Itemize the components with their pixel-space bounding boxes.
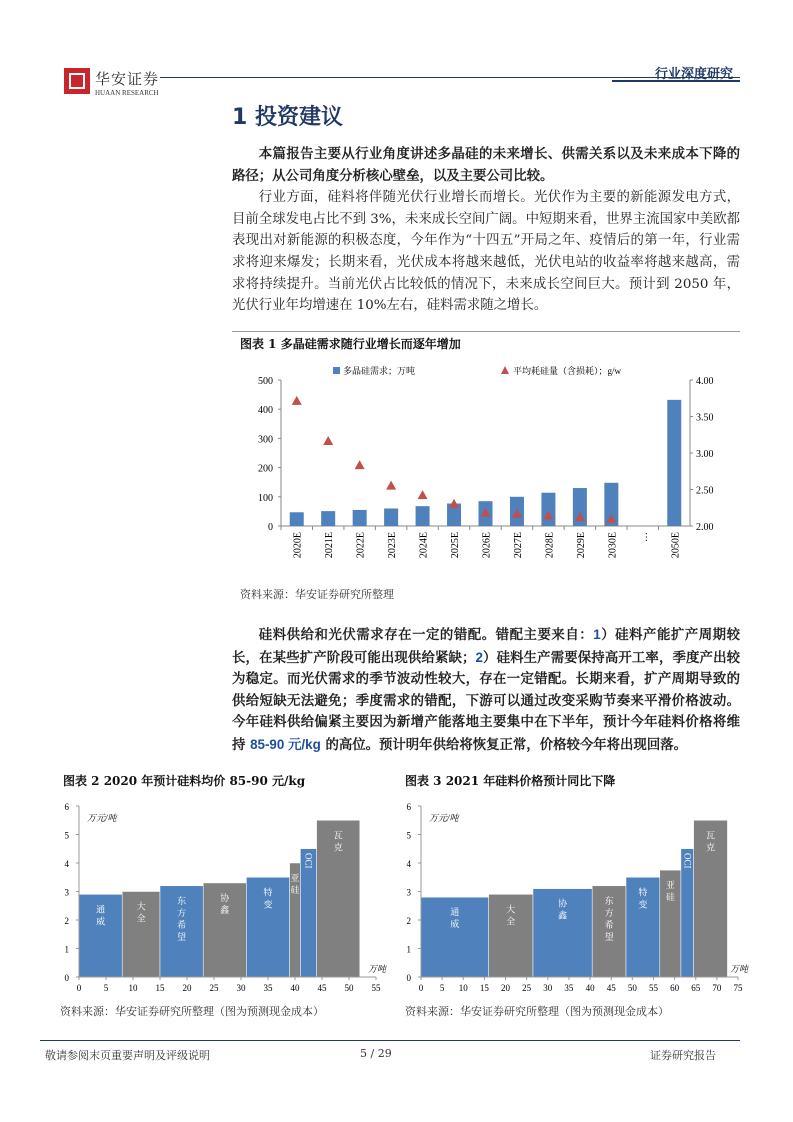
summary-paragraph: 本篇报告主要从行业角度讲述多晶硅的未来增长、供需关系以及未来成本下降的路径；从公司角度分析核心壁垒，以及主要公司比较。	[232, 146, 740, 184]
brand-name-en: HUAAN RESEARCH	[95, 89, 159, 97]
y-tick-label: 0	[406, 973, 411, 983]
demand-bar	[667, 400, 681, 526]
demand-bar	[541, 493, 555, 526]
x-tick-label: 45	[606, 983, 616, 993]
demand-bar	[321, 511, 335, 526]
x-tick-label: 25	[209, 983, 219, 993]
footer-disclaimer: 敬请参阅末页重要声明及评级说明	[45, 1049, 210, 1062]
x-tick-label: 2024E	[418, 532, 430, 559]
segment-label: 瓦克	[706, 830, 716, 853]
x-axis-title: 万吨	[368, 964, 387, 974]
silicon-usage-marker	[449, 499, 459, 508]
legend-bar-swatch	[333, 367, 340, 374]
segment-label: 协鑫	[558, 898, 568, 921]
x-tick-label: 0	[418, 983, 424, 993]
segment-label: 大全	[506, 904, 516, 927]
x-tick-label: 10	[458, 983, 468, 993]
body-text-intro	[232, 144, 740, 317]
y2-tick-label: 3.50	[696, 412, 714, 424]
y-axis-title: 万元/吨	[429, 813, 459, 823]
x-tick-label: 2028E	[544, 532, 556, 559]
x-tick-label: 2020E	[292, 532, 304, 559]
x-tick-label: …	[638, 532, 650, 542]
segment-label: 协鑫	[220, 892, 230, 915]
silicon-usage-marker	[323, 436, 333, 445]
x-tick-label: 2029E	[575, 532, 587, 559]
x-tick-label: 40	[290, 983, 300, 993]
silicon-usage-marker	[418, 490, 428, 499]
y-tick-label: 4	[406, 859, 411, 869]
y2-tick-label: 2.00	[696, 522, 714, 533]
body-text-supply: 硅料供给和光伏需求存在一定的错配。错配主要来自：1）硅料产能扩产周期较长，在某些扩产阶段可能出现供给紧缺；2）硅料生产需要保持高开工率，季度产出较为稳定。而光伏需求的季节波动性较大，存在一定错配。长期来看，扩产周期导致的供给短缺无法避免；季度需求的错配，下游可以通过改变采购节奏来平滑价格波动。今年硅料供给偏紧主要因为新增产能落地主要集中在下半年，预计今年硅料价格将维持 85-90 元/kg 的高位。预计明年供给将恢复正常，价格较今年将出现回落。	[232, 627, 741, 753]
header-divider	[160, 77, 740, 78]
y-tick-label: 1	[406, 944, 411, 955]
document-type: 行业深度研究	[654, 67, 733, 82]
legend-bar-label: 多晶硅需求；万吨	[343, 366, 416, 376]
x-tick-label: 2022E	[355, 532, 367, 559]
segment-label: 瓦克	[333, 830, 343, 853]
y2-tick-label: 2.50	[696, 485, 714, 497]
x-tick-label: 55	[648, 983, 658, 993]
segment-label: 特变	[263, 887, 273, 910]
y-tick-label: 3	[406, 887, 411, 898]
x-tick-label: 0	[76, 983, 82, 993]
x-tick-label: 70	[712, 983, 722, 993]
figure-3-title: 图表 3 2021 年硅料价格预计同比下降	[405, 774, 616, 788]
y-tick-label: 5	[406, 830, 411, 841]
x-tick-label: 10	[128, 983, 138, 993]
silicon-usage-marker	[386, 481, 396, 490]
segment-label: 特变	[638, 887, 648, 910]
page-number: 5 / 29	[360, 1047, 392, 1060]
x-tick-label: 55	[371, 983, 381, 993]
segment-label: 东方希望	[177, 895, 187, 942]
y-tick-label: 1	[64, 944, 69, 955]
x-tick-label: 50	[627, 983, 637, 993]
cost-curve-2021-chart	[400, 795, 760, 995]
x-tick-label: 35	[263, 983, 273, 993]
segment-label: 大全	[136, 901, 146, 924]
y2-tick-label: 3.00	[696, 449, 714, 460]
segment-label: OCI	[682, 853, 693, 869]
x-tick-label: 45	[317, 983, 327, 993]
section-title: 1 投资建议	[232, 105, 343, 130]
y-tick-label: 2	[64, 916, 69, 926]
x-tick-label: 40	[585, 983, 595, 993]
y-tick-label: 100	[258, 492, 273, 504]
industry-paragraph: 行业方面，硅料将伴随光伏行业增长而增长。光伏作为主要的新能源发电方式，目前全球发电占比不到 3%，未来成长空间广阔。中短期来看，世界主流国家中美欧都表现出对新能源的积极态度，今年作为“十四五”开局之年、疫情后的第一年，行业需求将迎来爆发；长期来看，光伏成本将越来越低，光伏电站的收益率将越来越高，需求将持续提升。当前光伏占比较低的情况下，未来成长空间巨大。预计到 2050 年，光伏行业年均增速在 10%左右，硅料需求随之增长。	[232, 190, 740, 314]
segment-label: OCI	[303, 853, 314, 869]
x-tick-label: 75	[733, 983, 743, 993]
x-tick-label: 30	[543, 983, 553, 993]
x-tick-label: 60	[670, 983, 680, 993]
x-tick-label: 20	[501, 983, 511, 993]
silicon-usage-marker	[355, 460, 365, 469]
x-tick-label: 5	[439, 983, 445, 993]
huaan-logo-icon	[64, 68, 90, 94]
y-tick-label: 2	[406, 916, 411, 926]
x-tick-label: 30	[236, 983, 246, 993]
y-tick-label: 200	[258, 463, 273, 475]
segment-label: 亚硅	[290, 873, 300, 895]
figure-1-title: 图表 1 多晶硅需求随行业增长而逐年增加	[240, 337, 461, 351]
segment-label: 东方希望	[604, 895, 614, 942]
demand-bar	[416, 506, 430, 526]
footer-report-type: 证券研究报告	[650, 1049, 716, 1062]
segment-label: 通威	[96, 904, 106, 927]
y-axis-title: 万元/吨	[87, 813, 117, 823]
y-tick-label: 3	[64, 887, 69, 898]
figure-1-source: 资料来源：华安证券研究所整理	[240, 588, 394, 601]
x-tick-label: 2021E	[324, 532, 336, 559]
segment-label: 亚硅	[665, 880, 675, 903]
footer-divider	[40, 1040, 740, 1041]
x-tick-label: 2023E	[387, 532, 399, 559]
x-tick-label: 65	[691, 983, 701, 993]
y-tick-label: 300	[258, 434, 273, 446]
y-tick-label: 4	[64, 859, 69, 869]
figure-2-title: 图表 2 2020 年预计硅料均价 85-90 元/kg	[63, 774, 306, 788]
x-tick-label: 20	[182, 983, 192, 993]
x-tick-label: 15	[155, 983, 165, 993]
figure-2-source: 资料来源：华安证券研究所整理（图为预测现金成本）	[60, 1005, 324, 1018]
y-tick-label: 0	[64, 973, 69, 983]
demand-bar	[353, 510, 367, 526]
demand-bar	[290, 512, 304, 526]
y2-tick-label: 4.00	[696, 376, 714, 387]
x-tick-label: 2025E	[450, 532, 462, 559]
x-tick-label: 50	[344, 983, 354, 993]
y-tick-label: 5	[64, 830, 69, 841]
legend-marker-swatch	[501, 366, 509, 374]
cost-curve-2020-chart	[50, 795, 395, 995]
x-tick-label: 2030E	[607, 532, 619, 559]
y-tick-label: 400	[258, 405, 273, 417]
x-tick-label: 2026E	[481, 532, 493, 559]
silicon-usage-marker	[292, 396, 302, 405]
demand-chart	[230, 355, 740, 585]
figure-3-source: 资料来源：华安证券研究所整理（图为预测现金成本）	[405, 1005, 669, 1018]
x-axis-title: 万吨	[730, 964, 749, 974]
y-tick-label: 6	[406, 802, 411, 812]
x-tick-label: 25	[522, 983, 532, 993]
x-tick-label: 5	[103, 983, 109, 993]
x-tick-label: 35	[564, 983, 574, 993]
x-tick-label: 15	[479, 983, 489, 993]
y-tick-label: 500	[258, 376, 273, 387]
y-tick-label: 0	[268, 522, 273, 533]
demand-bar	[384, 508, 398, 526]
brand-name: 华安证券	[95, 70, 160, 88]
legend-marker-label: 平均耗硅量（含损耗）；g/w	[513, 366, 622, 376]
x-tick-label: 2050E	[670, 532, 682, 559]
y-tick-label: 6	[64, 802, 69, 812]
x-tick-label: 2027E	[512, 532, 524, 559]
segment-label: 通威	[450, 907, 460, 930]
